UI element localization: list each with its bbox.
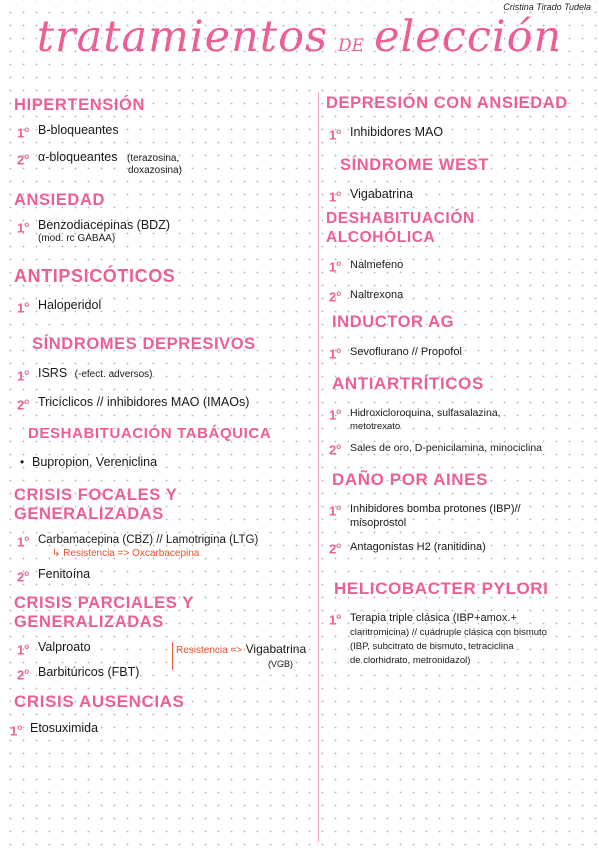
item-number: 1$^o$ (329, 503, 342, 519)
item-number: 1$^o$ (17, 642, 30, 658)
section-ansiedad (14, 191, 312, 245)
list-item (14, 150, 312, 177)
section-depresion-ansiedad (326, 94, 594, 143)
title-de: DE (338, 36, 365, 56)
item-number: 1$^o$ (329, 127, 342, 143)
resistance-note: ↳ Resistencia => Oxcarbacepina (52, 548, 200, 559)
item-text-cont: misoprostol (350, 517, 407, 529)
item-number: 1$^o$ (17, 220, 30, 236)
item-number: 1$^o$ (17, 368, 30, 384)
section-crisis-ausencias (10, 692, 312, 739)
column-divider (318, 92, 319, 842)
list-item (326, 125, 594, 143)
list-item (14, 395, 312, 413)
section-title: CRISIS PARCIALES Y GENERALIZADAS (14, 594, 194, 631)
section-dano-por-aines (326, 470, 594, 555)
list-item (326, 405, 594, 433)
section-title: CRISIS FOCALES Y GENERALIZADAS (14, 486, 178, 523)
title-main: tratamientos (36, 12, 329, 62)
list-item (14, 532, 312, 560)
list-item (10, 721, 312, 739)
item-text: Carbamacepina (CBZ) // Lamotrigina (LTG) (38, 534, 259, 546)
item-text: B-bloqueantes (38, 123, 119, 137)
item-text: Sevoflurano // Propofol (350, 346, 462, 358)
section-title: SÍNDROME WEST (340, 156, 489, 174)
item-number: 1$^o$ (17, 534, 30, 550)
item-text: Sales de oro, D-penicilamina, minociclina (350, 442, 543, 454)
list-item (14, 567, 312, 585)
item-text: Inhibidores bomba protones (IBP)// (350, 503, 521, 515)
section-deshabituacion-alcoholica (326, 209, 594, 303)
item-text: Antagonistas H2 (ranitidina) (350, 541, 486, 553)
item-detail: (mod. rc GABAA) (38, 233, 116, 244)
section-title: ANTIARTRÍTICOS (332, 374, 484, 393)
item-text: Barbitúricos (FBT) (38, 665, 140, 679)
list-item (326, 440, 594, 456)
item-text: ISRS (38, 366, 68, 380)
author-name: Cristina Tirado Tudela (503, 2, 591, 12)
item-number: 2$^o$ (17, 667, 30, 683)
item-number: 1$^o$ (329, 407, 342, 423)
item-detail: (terazosina, (127, 153, 180, 164)
item-number: 1$^o$ (329, 189, 342, 205)
item-number: 1$^o$ (10, 723, 23, 739)
item-number: 2$^o$ (17, 152, 30, 168)
section-crisis-parciales (14, 594, 312, 683)
item-detail: (-efect. adversos) (74, 369, 153, 380)
item-text: Terapia triple clásica (IBP+amox.+ (350, 612, 517, 624)
item-text: Hidroxicloroquina, sulfasalazina, (350, 407, 501, 419)
item-text-cont: metotrexato (350, 421, 401, 432)
list-item (326, 501, 594, 529)
right-column (326, 92, 594, 675)
item-number: 1$^o$ (329, 612, 342, 628)
item-number: 2$^o$ (329, 289, 342, 305)
list-item (326, 187, 594, 205)
item-text: Haloperidol (38, 298, 102, 312)
section-title: SÍNDROMES DEPRESIVOS (32, 335, 256, 353)
section-antiartriticos (326, 374, 594, 456)
item-text-cont: claritromicina) // cuádruple clásica con bismuto (350, 627, 547, 638)
item-text: Naltrexona (350, 289, 404, 301)
section-hipertension (14, 96, 312, 177)
item-text-cont: de clorhidrato, metronidazol) (350, 655, 471, 666)
section-title: HIPERTENSIÓN (14, 96, 145, 114)
item-number: 1$^o$ (17, 300, 30, 316)
list-item (326, 257, 594, 273)
list-item (14, 218, 312, 245)
section-deshabituacion-tabaquica (14, 424, 312, 470)
section-title: CRISIS AUSENCIAS (14, 692, 185, 711)
item-text: Fenitoína (38, 567, 91, 581)
section-title: ANTIPSICÓTICOS (14, 266, 176, 286)
item-text: Bupropion, Vereniclina (32, 455, 158, 469)
item-number: 2$^o$ (329, 541, 342, 557)
item-number: 1$^o$ (329, 259, 342, 275)
item-text: Tricíclicos // inhibidores MAO (IMAOs) (38, 395, 250, 409)
item-number: 1$^o$ (329, 346, 342, 362)
section-title: DESHABITUACIÓN ALCOHÓLICA (326, 210, 475, 246)
list-item (326, 344, 594, 360)
section-title: INDUCTOR AG (332, 313, 455, 331)
list-item (326, 539, 594, 555)
item-number: 2$^o$ (17, 569, 30, 585)
list-item (14, 366, 312, 384)
page-title (0, 12, 599, 62)
section-title: DESHABITUACIÓN TABÁQUICA (28, 425, 272, 442)
section-helicobacter-pylori (326, 579, 594, 668)
section-antipsicoticos (14, 266, 312, 316)
item-number: 2$^o$ (17, 397, 30, 413)
item-text: α-bloqueantes (38, 150, 118, 164)
item-text: Valproato (38, 640, 91, 654)
section-sindrome-west (326, 156, 594, 205)
section-inductor-ag (326, 313, 594, 360)
resistance-note: Resistencia => Vigabatrina (VGB) (172, 642, 306, 670)
section-title: ANSIEDAD (14, 191, 105, 209)
list-item (326, 287, 594, 303)
section-sindromes-depresivos (14, 335, 312, 413)
list-item (14, 123, 312, 141)
item-detail: doxazosina) (128, 165, 182, 176)
section-title: HELICOBACTER PYLORI (334, 579, 549, 598)
list-item (14, 640, 312, 669)
section-crisis-focales (14, 486, 312, 585)
section-title: DEPRESIÓN CON ANSIEDAD (326, 94, 568, 112)
list-item (14, 298, 312, 316)
list-item (14, 665, 312, 683)
section-title: DAÑO POR AINES (332, 470, 489, 489)
item-text-cont: (IBP, subcitrato de bismuto, tetraciclina (350, 641, 514, 652)
item-text: Nalmefeno (350, 259, 404, 271)
item-text: Vigabatrina (350, 187, 414, 201)
list-item (326, 610, 594, 668)
list-item (14, 455, 312, 470)
item-number: 2$^o$ (329, 442, 342, 458)
item-text: Benzodiacepinas (BDZ) (38, 218, 171, 232)
item-text: Inhibidores MAO (350, 125, 444, 139)
item-number: 1$^o$ (17, 125, 30, 141)
left-column (10, 92, 312, 743)
title-end: elección (374, 12, 563, 62)
item-text: Etosuximida (30, 721, 99, 735)
